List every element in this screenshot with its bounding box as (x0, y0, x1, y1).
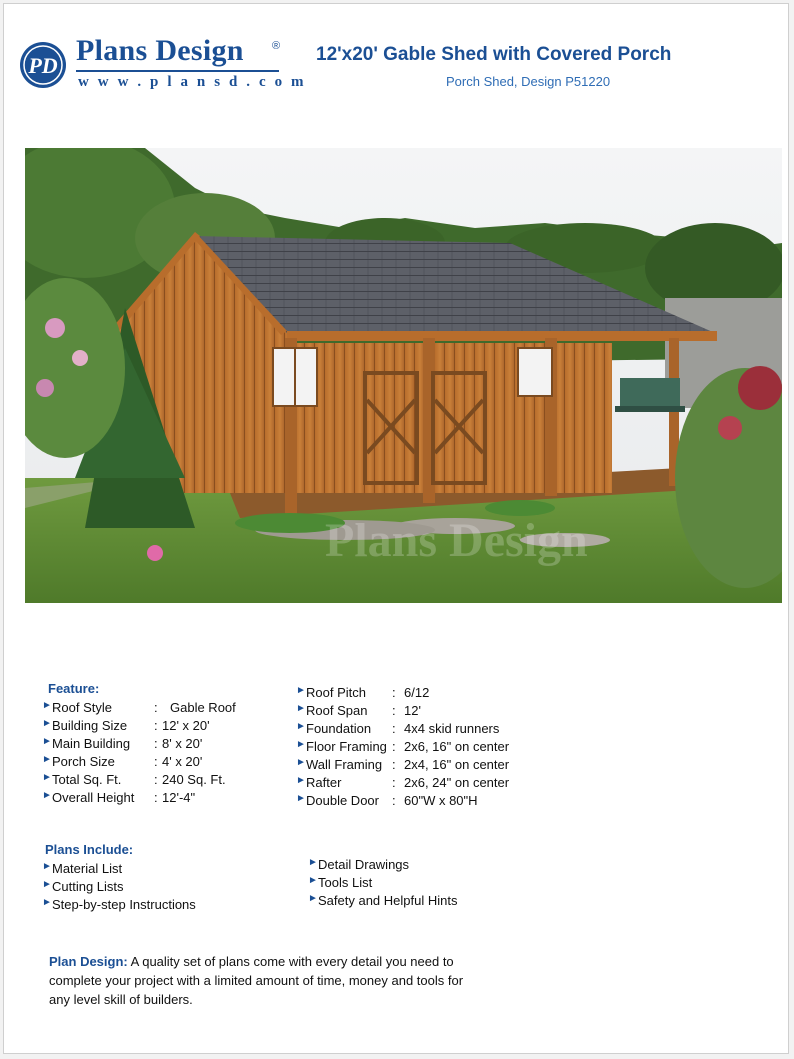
arrow-bullet-icon: ► (42, 861, 52, 872)
arrow-bullet-icon: ► (42, 897, 52, 908)
list-item: ► Building Size : 12' x 20' (42, 718, 210, 733)
photo-watermark: Plans Design (325, 514, 588, 567)
arrow-bullet-icon: ► (42, 700, 52, 711)
feature-heading: Feature: (48, 681, 100, 696)
arrow-bullet-icon: ► (42, 879, 52, 890)
arrow-bullet-icon: ► (308, 875, 318, 886)
product-sheet (3, 3, 789, 1054)
arrow-bullet-icon: ► (42, 736, 52, 747)
arrow-bullet-icon: ► (42, 754, 52, 765)
plans-include-list-left (42, 861, 282, 915)
arrow-bullet-icon: ► (296, 775, 306, 786)
list-item: ► Double Door : 60"W x 80"H (296, 793, 478, 808)
list-item: ► Roof Span : 12' (296, 703, 421, 718)
arrow-bullet-icon: ► (296, 793, 306, 804)
registered-mark: ® (272, 40, 281, 52)
list-item: ► Floor Framing : 2x6, 16" on center (296, 739, 510, 754)
brand-name: Plans Design (76, 34, 244, 67)
page-title: 12'x20' Gable Shed with Covered Porch (316, 44, 672, 65)
plans-include-heading: Plans Include: (45, 842, 134, 857)
list-item: ► Cutting Lists (42, 879, 124, 894)
list-item: ► Tools List (308, 875, 373, 890)
brand-url: w w w . p l a n s d . c o m (78, 74, 307, 90)
list-item: ► Detail Drawings (308, 857, 410, 872)
list-item: ► Roof Style : Gable Roof (42, 700, 236, 715)
arrow-bullet-icon: ► (42, 772, 52, 783)
arrow-bullet-icon: ► (308, 893, 318, 904)
list-item: ► Foundation : 4x4 skid runners (296, 721, 500, 736)
arrow-bullet-icon: ► (296, 721, 306, 732)
list-item: ► Wall Framing : 2x4, 16" on center (296, 757, 510, 772)
arrow-bullet-icon: ► (296, 685, 306, 696)
list-item: ► Main Building : 8' x 20' (42, 736, 203, 751)
arrow-bullet-icon: ► (308, 857, 318, 868)
plan-design-text: A quality set of plans come with every detail you need to complete your project with a limited amount of time, money and tools for any level skill of builders. (49, 954, 464, 1007)
shed-photo (25, 148, 782, 603)
feature-list-right (296, 685, 556, 811)
list-item: ► Material List (42, 861, 123, 876)
page-subtitle: Porch Shed, Design P51220 (446, 74, 611, 89)
plan-design-label: Plan Design: (49, 954, 128, 969)
arrow-bullet-icon: ► (42, 718, 52, 729)
arrow-bullet-icon: ► (296, 703, 306, 714)
svg-text:PD: PD (28, 53, 58, 78)
list-item: ► Safety and Helpful Hints (308, 893, 458, 908)
list-item: ► Overall Height : 12'-4" (42, 790, 196, 805)
brand-divider (76, 70, 279, 72)
list-item: ► Rafter : 2x6, 24" on center (296, 775, 510, 790)
arrow-bullet-icon: ► (296, 757, 306, 768)
arrow-bullet-icon: ► (42, 790, 52, 801)
plans-design-logo-icon (18, 40, 68, 90)
list-item: ► Porch Size : 4' x 20' (42, 754, 203, 769)
plans-include-list-right (308, 857, 548, 911)
plan-design-description (49, 952, 469, 1009)
feature-list-left (42, 700, 292, 808)
list-item: ► Total Sq. Ft. : 240 Sq. Ft. (42, 772, 226, 787)
arrow-bullet-icon: ► (296, 739, 306, 750)
list-item: ► Roof Pitch : 6/12 (296, 685, 430, 700)
list-item: ► Step-by-step Instructions (42, 897, 196, 912)
